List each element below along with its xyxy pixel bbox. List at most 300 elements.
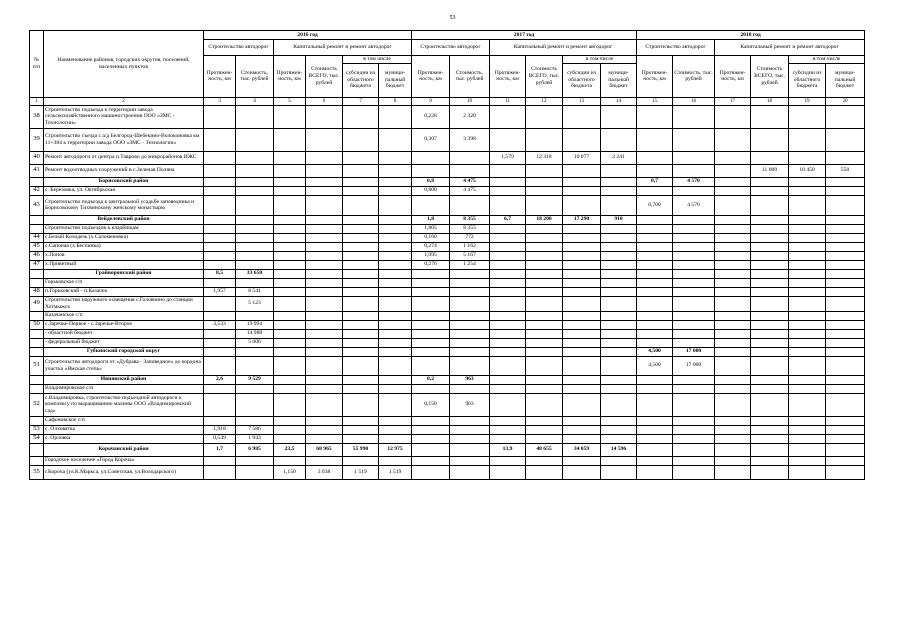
cell-value: [673, 242, 715, 251]
table-row: [30, 195, 865, 215]
cell-value: [236, 356, 274, 375]
cell-value: [563, 269, 601, 278]
cell-value: 0,276: [412, 260, 450, 269]
cell-value: [306, 128, 343, 151]
cell-value: [450, 416, 490, 425]
cell-value: [274, 278, 306, 287]
cell-value: [826, 443, 865, 456]
cell-value: 4 570: [673, 195, 715, 215]
cell-value: [490, 338, 526, 347]
cell-value: 19 994: [236, 320, 274, 329]
cell-value: [204, 251, 236, 260]
cell-value: [826, 224, 865, 233]
cell-value: [637, 269, 673, 278]
cell-value: [379, 105, 412, 128]
cell-value: [789, 311, 826, 320]
cell-value: 0,549: [204, 434, 236, 443]
cell-value: [274, 164, 306, 177]
header-length: Протяжен- ность, км: [490, 56, 526, 98]
cell-value: [637, 164, 673, 177]
cell-value: [236, 195, 274, 215]
cell-value: [637, 296, 673, 311]
cell-value: 1,579: [490, 151, 526, 164]
cell-value: 8 355: [450, 224, 490, 233]
cell-value: [236, 251, 274, 260]
cell-value: [715, 287, 751, 296]
cell-value: [274, 416, 306, 425]
cell-value: 1 254: [450, 260, 490, 269]
header-municipal: муници- пальный бюджет: [826, 63, 865, 97]
cell-value: [526, 356, 563, 375]
cell-value: [450, 296, 490, 311]
cell-value: [204, 338, 236, 347]
cell-value: [412, 311, 450, 320]
row-number: 48: [30, 287, 44, 296]
cell-value: [826, 375, 865, 384]
cell-value: [637, 287, 673, 296]
cell-value: [673, 260, 715, 269]
cell-value: [274, 347, 306, 356]
cell-value: [637, 375, 673, 384]
cell-value: [526, 287, 563, 296]
district-total-row: [30, 269, 865, 278]
row-number: 53: [30, 425, 44, 434]
cell-value: 48 655: [526, 443, 563, 456]
cell-value: [412, 320, 450, 329]
row-name: с.Белый Колодезь (х.Саломеновка): [44, 233, 204, 242]
cell-value: [601, 128, 637, 151]
cell-value: [751, 296, 789, 311]
cell-value: 1,7: [204, 443, 236, 456]
cell-value: [637, 443, 673, 456]
header-length: Протяжен- ность, км: [637, 56, 673, 98]
cell-value: [751, 338, 789, 347]
column-number: 13: [563, 97, 601, 105]
header-capital-2016: Капитальный ремонт и ремонт автодорог: [274, 40, 412, 56]
cell-value: [563, 177, 601, 186]
cell-value: [789, 434, 826, 443]
cell-value: [450, 278, 490, 287]
cell-value: [450, 465, 490, 479]
cell-value: [343, 338, 379, 347]
cell-value: [563, 278, 601, 287]
cell-value: 8 355: [450, 215, 490, 224]
cell-value: [379, 224, 412, 233]
column-number: 9: [412, 97, 450, 105]
table-row: [30, 465, 865, 479]
cell-value: [450, 269, 490, 278]
cell-value: [236, 347, 274, 356]
cell-value: [204, 456, 236, 465]
cell-value: [601, 269, 637, 278]
cell-value: 23,5: [274, 443, 306, 456]
cell-value: [563, 260, 601, 269]
cell-value: [826, 195, 865, 215]
table-row: [30, 434, 865, 443]
cell-value: [236, 416, 274, 425]
cell-value: [490, 329, 526, 338]
cell-value: [826, 456, 865, 465]
cell-value: [715, 393, 751, 416]
cell-value: [343, 393, 379, 416]
row-name: с. Олховатка: [44, 425, 204, 434]
cell-value: [601, 186, 637, 195]
cell-value: [673, 224, 715, 233]
cell-value: 910: [601, 215, 637, 224]
cell-value: [751, 215, 789, 224]
row-name: Ремонт водоотводных сооружений в с.Зеленая Поляна: [44, 164, 204, 177]
cell-value: [601, 233, 637, 242]
cell-value: [601, 347, 637, 356]
cell-value: 14 596: [601, 443, 637, 456]
cell-value: [751, 186, 789, 195]
district-name: Корочанский район: [44, 443, 204, 456]
cell-value: [306, 347, 343, 356]
table-row: [30, 233, 865, 242]
cell-value: [306, 195, 343, 215]
cell-value: 8,5: [204, 269, 236, 278]
cell-value: [379, 260, 412, 269]
cell-value: [751, 425, 789, 434]
cell-value: [490, 251, 526, 260]
row-name: Владимировское с/п: [44, 384, 204, 393]
cell-value: [826, 384, 865, 393]
cell-value: [789, 338, 826, 347]
cell-value: [526, 224, 563, 233]
cell-value: [563, 456, 601, 465]
cell-value: [450, 443, 490, 456]
table-row: [30, 338, 865, 347]
cell-value: [379, 384, 412, 393]
cell-value: [306, 242, 343, 251]
cell-value: [789, 233, 826, 242]
cell-value: [789, 251, 826, 260]
cell-value: [673, 393, 715, 416]
row-number: 47: [30, 260, 44, 269]
cell-value: 0,160: [412, 233, 450, 242]
cell-value: 0,700: [637, 195, 673, 215]
cell-value: [526, 465, 563, 479]
cell-value: [490, 287, 526, 296]
cell-value: [379, 393, 412, 416]
district-name: Грайворонский район: [44, 269, 204, 278]
row-name: п.Горьковский - п.Казачок: [44, 287, 204, 296]
cell-value: [751, 195, 789, 215]
cell-value: [789, 177, 826, 186]
cell-value: 963: [450, 375, 490, 384]
cell-value: [236, 164, 274, 177]
cell-value: [789, 215, 826, 224]
cell-value: [450, 311, 490, 320]
header-municipal: муници- пальный бюджет: [379, 63, 412, 97]
cell-value: [601, 320, 637, 329]
cell-value: [379, 416, 412, 425]
cell-value: [826, 260, 865, 269]
cell-value: [715, 416, 751, 425]
cell-value: [673, 215, 715, 224]
cell-value: [274, 177, 306, 186]
cell-value: [343, 278, 379, 287]
table-row: [30, 320, 865, 329]
cell-value: [601, 260, 637, 269]
cell-value: [751, 224, 789, 233]
row-number: 41: [30, 164, 44, 177]
cell-value: [236, 384, 274, 393]
row-number: 44: [30, 233, 44, 242]
cell-value: [751, 375, 789, 384]
row-name: Сафоновское с/п: [44, 416, 204, 425]
cell-value: [789, 287, 826, 296]
cell-value: [526, 347, 563, 356]
cell-value: [412, 287, 450, 296]
cell-value: [563, 384, 601, 393]
cell-value: [274, 375, 306, 384]
cell-value: [601, 195, 637, 215]
cell-value: [601, 296, 637, 311]
cell-value: [236, 186, 274, 195]
cell-value: 33 658: [236, 269, 274, 278]
row-number: 42: [30, 186, 44, 195]
cell-value: [379, 242, 412, 251]
cell-value: [236, 105, 274, 128]
column-number-row: [30, 97, 865, 105]
table-row: [30, 425, 865, 434]
cell-value: [379, 320, 412, 329]
cell-value: 17 290: [563, 215, 601, 224]
cell-value: [204, 177, 236, 186]
cell-value: [274, 434, 306, 443]
cell-value: [274, 260, 306, 269]
table-row: [30, 356, 865, 375]
cell-value: [789, 151, 826, 164]
row-number: [30, 177, 44, 186]
cell-value: [715, 338, 751, 347]
cell-value: [637, 320, 673, 329]
cell-value: [306, 329, 343, 338]
cell-value: [563, 434, 601, 443]
cell-value: [826, 320, 865, 329]
cell-value: [379, 233, 412, 242]
cell-value: 1,095: [412, 251, 450, 260]
header-length: Протяжен- ность, км: [715, 56, 751, 98]
cell-value: [673, 233, 715, 242]
cell-value: 6 985: [236, 443, 274, 456]
cell-value: [715, 164, 751, 177]
cell-value: [412, 151, 450, 164]
district-total-row: [30, 347, 865, 356]
cell-value: [204, 393, 236, 416]
cell-value: [379, 375, 412, 384]
cell-value: [673, 151, 715, 164]
cell-value: [306, 393, 343, 416]
cell-value: [306, 215, 343, 224]
cell-value: [526, 338, 563, 347]
cell-value: [343, 233, 379, 242]
cell-value: [826, 347, 865, 356]
cell-value: [563, 356, 601, 375]
cell-value: [204, 233, 236, 242]
cell-value: [343, 215, 379, 224]
table-row: [30, 287, 865, 296]
cell-value: [379, 338, 412, 347]
cell-value: [204, 224, 236, 233]
cell-value: [789, 320, 826, 329]
cell-value: [343, 287, 379, 296]
cell-value: [526, 128, 563, 151]
cell-value: [236, 311, 274, 320]
cell-value: 0,150: [412, 393, 450, 416]
row-name: Городское поселение «Город Короча»: [44, 456, 204, 465]
cell-value: [563, 296, 601, 311]
cell-value: [306, 356, 343, 375]
cell-value: [637, 251, 673, 260]
cell-value: [526, 434, 563, 443]
cell-value: [715, 242, 751, 251]
cell-value: [715, 224, 751, 233]
cell-value: [751, 329, 789, 338]
row-number: [30, 375, 44, 384]
cell-value: 5 006: [236, 338, 274, 347]
cell-value: [204, 242, 236, 251]
header-subsidy: субсидии из областного бюджета: [563, 63, 601, 97]
cell-value: [637, 425, 673, 434]
cell-value: [450, 456, 490, 465]
cell-value: [490, 128, 526, 151]
cell-value: 4 475: [450, 186, 490, 195]
cell-value: [379, 296, 412, 311]
cell-value: 2 320: [450, 105, 490, 128]
row-name: с.Владимировка, строительство подъездной автодороги к комплексу по выращиванию малины ООО «Владимировский сад»: [44, 393, 204, 416]
cell-value: [379, 177, 412, 186]
cell-value: [826, 128, 865, 151]
cell-value: 0,2: [412, 375, 450, 384]
column-number: 11: [490, 97, 526, 105]
cell-value: [450, 347, 490, 356]
cell-value: [274, 251, 306, 260]
cell-value: [450, 329, 490, 338]
cell-value: [715, 105, 751, 128]
cell-value: 55 990: [343, 443, 379, 456]
cell-value: [563, 329, 601, 338]
cell-value: [826, 287, 865, 296]
cell-value: [789, 242, 826, 251]
cell-value: [637, 456, 673, 465]
cell-value: [450, 434, 490, 443]
cell-value: [343, 251, 379, 260]
cell-value: [715, 311, 751, 320]
row-name: - федеральный бюджет: [44, 338, 204, 347]
cell-value: [715, 177, 751, 186]
cell-value: [673, 384, 715, 393]
cell-value: [526, 456, 563, 465]
cell-value: [526, 195, 563, 215]
cell-value: [450, 287, 490, 296]
cell-value: [563, 186, 601, 195]
cell-value: [412, 278, 450, 287]
table-row: [30, 384, 865, 393]
cell-value: [751, 416, 789, 425]
cell-value: 10 077: [563, 151, 601, 164]
cell-value: [751, 260, 789, 269]
cell-value: [412, 416, 450, 425]
row-number: 39: [30, 128, 44, 151]
cell-value: [306, 269, 343, 278]
cell-value: [526, 177, 563, 186]
cell-value: [826, 329, 865, 338]
cell-value: [412, 425, 450, 434]
cell-value: [379, 195, 412, 215]
cell-value: [673, 338, 715, 347]
cell-value: [236, 224, 274, 233]
cell-value: [274, 105, 306, 128]
row-number: 52: [30, 393, 44, 416]
cell-value: 1 943: [236, 434, 274, 443]
cell-value: [490, 416, 526, 425]
header-name: Наименование районов, городских округов, поселений, населенных пунктов: [44, 31, 204, 98]
cell-value: [826, 177, 865, 186]
cell-value: [526, 105, 563, 128]
header-year-2018: 2018 год: [637, 31, 865, 40]
cell-value: 3 398: [450, 128, 490, 151]
cell-value: [826, 269, 865, 278]
cell-value: [379, 356, 412, 375]
cell-value: [490, 356, 526, 375]
cell-value: 0,800: [412, 186, 450, 195]
cell-value: [637, 242, 673, 251]
cell-value: [526, 320, 563, 329]
cell-value: [601, 164, 637, 177]
cell-value: [563, 164, 601, 177]
cell-value: [789, 347, 826, 356]
cell-value: [274, 384, 306, 393]
row-number: 55: [30, 465, 44, 479]
cell-value: [343, 356, 379, 375]
cell-value: [563, 393, 601, 416]
column-number: 2: [44, 97, 204, 105]
district-name: Ивнянский район: [44, 375, 204, 384]
cell-value: [490, 434, 526, 443]
cell-value: [673, 329, 715, 338]
cell-value: [204, 195, 236, 215]
cell-value: 0,274: [412, 242, 450, 251]
cell-value: [751, 356, 789, 375]
cell-value: [274, 287, 306, 296]
cell-value: [601, 375, 637, 384]
cell-value: [715, 151, 751, 164]
cell-value: [274, 186, 306, 195]
row-number: [30, 338, 44, 347]
cell-value: [204, 356, 236, 375]
row-name: х.Попов: [44, 251, 204, 260]
cell-value: 8 541: [236, 287, 274, 296]
cell-value: [450, 356, 490, 375]
cell-value: 9 529: [236, 375, 274, 384]
cell-value: [563, 224, 601, 233]
cell-value: [236, 393, 274, 416]
cell-value: [751, 434, 789, 443]
cell-value: [673, 296, 715, 311]
cell-value: [601, 251, 637, 260]
cell-value: [306, 416, 343, 425]
cell-value: [343, 347, 379, 356]
header-including: в том числе: [563, 56, 637, 64]
cell-value: [274, 393, 306, 416]
cell-value: [751, 287, 789, 296]
cell-value: [526, 233, 563, 242]
row-number: 50: [30, 320, 44, 329]
cell-value: [601, 224, 637, 233]
cell-value: 1 162: [450, 242, 490, 251]
